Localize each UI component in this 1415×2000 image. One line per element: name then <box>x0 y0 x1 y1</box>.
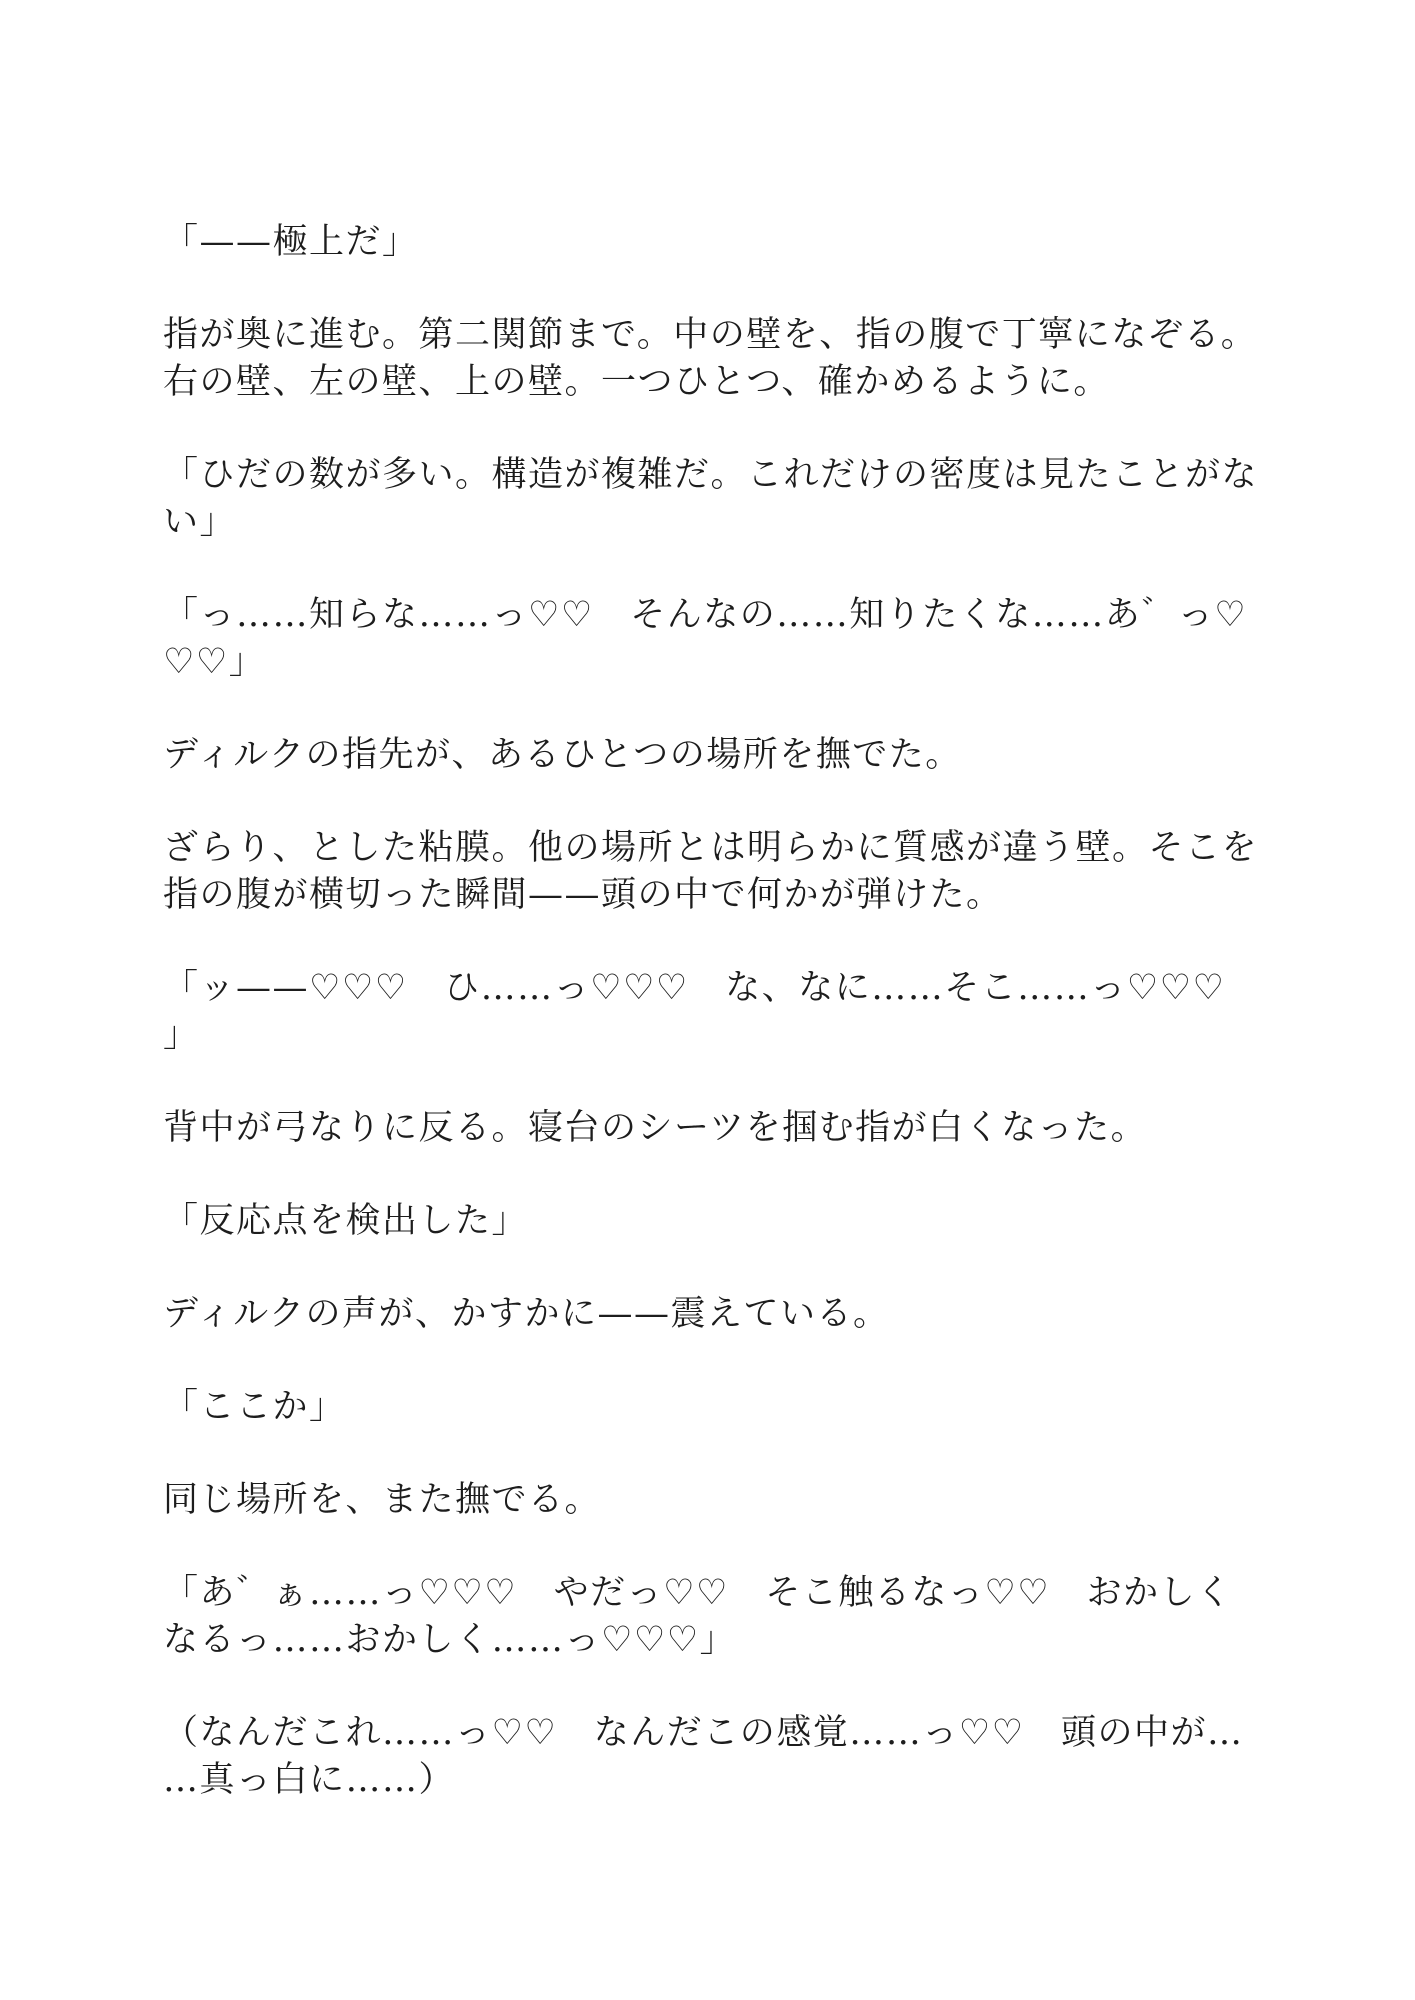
text-line: 「——極上だ」 <box>163 222 419 262</box>
text-line: 「あ゛ぁ……っ♡♡♡ やだっ♡♡ そこ触るなっ♡♡ おかしく <box>163 1573 1233 1613</box>
text-line: 「っ……知らな……っ♡♡ そんなの……知りたくな……あ゛っ♡ <box>163 595 1248 635</box>
text-line: 「ここか」 <box>163 1387 346 1427</box>
paragraph <box>163 1291 1293 1338</box>
text-line: ざらり、とした粘膜。他の場所とは明らかに質感が違う壁。そこを <box>163 828 1259 868</box>
paragraph <box>163 1710 1293 1804</box>
text-line: 「ひだの数が多い。構造が複雑だ。これだけの密度は見たことがな <box>163 455 1259 495</box>
text-line: ♡♡」 <box>163 642 266 682</box>
text-line: 「ッ——♡♡♡ ひ……っ♡♡♡ な、なに……そこ……っ♡♡♡ <box>163 968 1226 1008</box>
paragraph <box>163 592 1293 686</box>
paragraph <box>163 1477 1293 1524</box>
paragraph <box>163 452 1293 546</box>
paragraph <box>163 219 1293 266</box>
text-line: …真っ白に……） <box>163 1760 456 1800</box>
text-line: 」 <box>163 1015 200 1055</box>
text-line: 指が奥に進む。第二関節まで。中の壁を、指の腹で丁寧になぞる。 <box>163 315 1258 355</box>
paragraph <box>163 1570 1293 1664</box>
document-text-content <box>163 219 1293 1804</box>
text-line: 背中が弓なりに反る。寝台のシーツを掴む指が白くなった。 <box>163 1108 1148 1148</box>
text-line: 「反応点を検出した」 <box>163 1201 529 1241</box>
text-line: 右の壁、左の壁、上の壁。一つひとつ、確かめるように。 <box>163 362 1110 402</box>
text-line: ディルクの声が、かすかに——震えている。 <box>163 1294 890 1334</box>
text-line: い」 <box>163 502 237 542</box>
paragraph <box>163 825 1293 919</box>
text-line: なるっ……おかしく……っ♡♡♡」 <box>163 1620 737 1660</box>
paragraph <box>163 1105 1293 1152</box>
text-line: 指の腹が横切った瞬間——頭の中で何かが弾けた。 <box>163 875 1003 915</box>
paragraph <box>163 732 1293 779</box>
paragraph <box>163 1198 1293 1245</box>
text-line: ディルクの指先が、あるひとつの場所を撫でた。 <box>163 735 962 775</box>
text-line: 同じ場所を、また撫でる。 <box>163 1480 602 1520</box>
paragraph <box>163 965 1293 1059</box>
paragraph <box>163 312 1293 406</box>
paragraph <box>163 1384 1293 1431</box>
text-line: （なんだこれ……っ♡♡ なんだこの感覚……っ♡♡ 頭の中が… <box>163 1713 1244 1753</box>
